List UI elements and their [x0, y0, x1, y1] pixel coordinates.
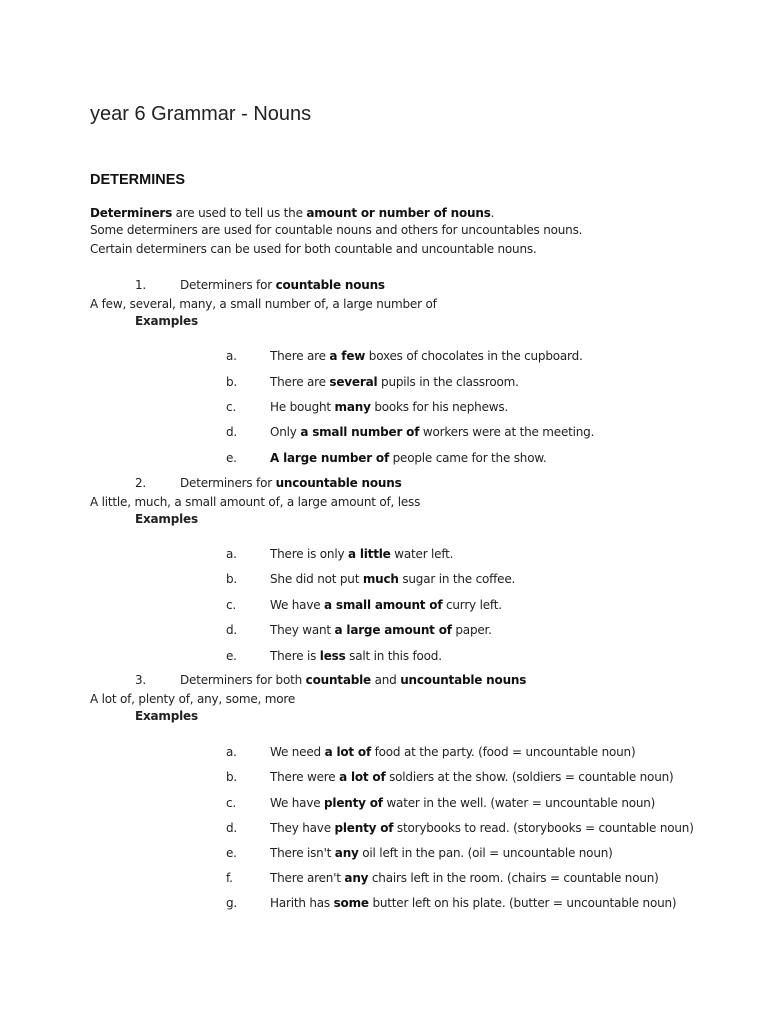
- example-determiner: A large number of: [270, 451, 389, 465]
- example-pre: There are: [270, 349, 330, 363]
- intro-line-3: Certain determiners can be used for both countable and uncountable nouns.: [90, 242, 537, 256]
- example-pre: She did not put: [270, 572, 363, 586]
- example-pre: There is: [270, 649, 320, 663]
- section-label-bold: countable: [305, 673, 371, 687]
- examples-label: Examples: [135, 512, 198, 526]
- example-determiner: many: [334, 400, 371, 414]
- example-sentence: [270, 400, 508, 414]
- example-marker: e.: [226, 846, 237, 860]
- example-post: water in the well. (water = uncountable noun): [382, 796, 656, 810]
- section-number: 3.: [135, 673, 147, 687]
- example-marker: c.: [226, 598, 237, 612]
- determiner-list: A few, several, many, a small number of, a large number of: [90, 297, 437, 311]
- intro-text: are used to tell us the: [172, 206, 307, 220]
- example-sentence: [270, 896, 676, 910]
- example-sentence: [270, 821, 694, 835]
- example-post: people came for the show.: [388, 451, 547, 465]
- example-marker: b.: [226, 572, 238, 586]
- example-determiner: a small number of: [300, 425, 420, 439]
- example-pre: There are: [270, 375, 330, 389]
- example-determiner: any: [344, 871, 369, 885]
- example-determiner: some: [333, 896, 369, 910]
- intro-emphasis: amount or number of nouns: [306, 206, 491, 220]
- example-determiner: a small amount of: [324, 598, 443, 612]
- example-sentence: [270, 547, 453, 561]
- example-marker: d.: [226, 821, 238, 835]
- example-pre: There were: [270, 770, 340, 784]
- section-label-bold: uncountable nouns: [275, 476, 402, 490]
- example-post: chairs left in the room. (chairs = countable noun): [368, 871, 659, 885]
- example-determiner: a lot of: [339, 770, 386, 784]
- determiner-list: A lot of, plenty of, any, some, more: [90, 692, 296, 706]
- example-post: oil left in the pan. (oil = uncountable noun): [358, 846, 613, 860]
- example-marker: c.: [226, 400, 237, 414]
- example-post: curry left.: [442, 598, 502, 612]
- example-pre: We have: [270, 796, 325, 810]
- example-marker: g.: [226, 896, 238, 910]
- example-determiner: plenty of: [324, 796, 383, 810]
- example-pre: We need: [270, 745, 325, 759]
- example-sentence: [270, 871, 659, 885]
- section-label-text: Determiners for: [180, 476, 276, 490]
- section-number: 2.: [135, 476, 147, 490]
- example-determiner: a few: [329, 349, 366, 363]
- intro-line-1: [90, 206, 494, 220]
- section-label: [180, 476, 402, 490]
- example-post: workers were at the meeting.: [419, 425, 595, 439]
- intro-line-2: Some determiners are used for countable nouns and others for uncountables nouns.: [90, 223, 583, 237]
- example-post: water left.: [390, 547, 454, 561]
- example-sentence: [270, 745, 635, 759]
- example-marker: b.: [226, 375, 238, 389]
- example-pre: They want: [270, 623, 335, 637]
- example-post: storybooks to read. (storybooks = countable noun): [393, 821, 694, 835]
- example-marker: a.: [226, 349, 237, 363]
- example-post: butter left on his plate. (butter = uncountable noun): [368, 896, 677, 910]
- example-determiner: plenty of: [334, 821, 394, 835]
- example-determiner: several: [329, 375, 378, 389]
- example-determiner: any: [334, 846, 359, 860]
- example-post: soldiers at the show. (soldiers = countable noun): [385, 770, 674, 784]
- example-post: pupils in the classroom.: [377, 375, 519, 389]
- example-sentence: [270, 349, 583, 363]
- example-marker: a.: [226, 547, 237, 561]
- section-label-bold: countable nouns: [275, 278, 385, 292]
- example-sentence: [270, 598, 502, 612]
- section-heading: DETERMINES: [90, 172, 186, 188]
- examples-label: Examples: [135, 709, 198, 723]
- example-sentence: [270, 572, 515, 586]
- page-title: year 6 Grammar - Nouns: [90, 103, 312, 125]
- example-pre: There is only: [270, 547, 348, 561]
- example-pre: Harith has: [270, 896, 334, 910]
- section-label: [180, 673, 526, 687]
- example-pre: He bought: [270, 400, 335, 414]
- example-sentence: [270, 425, 594, 439]
- section-label: [180, 278, 385, 292]
- examples-label: Examples: [135, 314, 198, 328]
- section-label-text: Determiners for both: [180, 673, 306, 687]
- example-determiner: a lot of: [324, 745, 371, 759]
- example-post: salt in this food.: [345, 649, 442, 663]
- section-label-bold-2: uncountable nouns: [400, 673, 527, 687]
- example-determiner: a little: [347, 547, 391, 561]
- example-pre: We have: [270, 598, 325, 612]
- example-marker: c.: [226, 796, 237, 810]
- example-determiner: less: [319, 649, 346, 663]
- example-post: sugar in the coffee.: [398, 572, 516, 586]
- example-marker: e.: [226, 451, 237, 465]
- example-post: books for his nephews.: [370, 400, 509, 414]
- section-label-mid: and: [370, 673, 401, 687]
- example-post: paper.: [451, 623, 492, 637]
- example-determiner: much: [362, 572, 399, 586]
- example-pre: They have: [270, 821, 335, 835]
- example-pre: There aren't: [270, 871, 345, 885]
- example-marker: a.: [226, 745, 237, 759]
- example-marker: d.: [226, 623, 238, 637]
- example-sentence: [270, 375, 519, 389]
- intro-period: .: [490, 206, 495, 220]
- example-sentence: [270, 846, 613, 860]
- example-marker: d.: [226, 425, 238, 439]
- section-number: 1.: [135, 278, 147, 292]
- example-marker: f.: [226, 871, 233, 885]
- example-sentence: [270, 796, 655, 810]
- intro-term: Determiners: [90, 206, 173, 220]
- example-post: boxes of chocolates in the cupboard.: [365, 349, 583, 363]
- example-sentence: [270, 770, 674, 784]
- example-pre: There isn't: [270, 846, 335, 860]
- determiner-list: A little, much, a small amount of, a large amount of, less: [90, 495, 421, 509]
- example-marker: e.: [226, 649, 237, 663]
- example-marker: b.: [226, 770, 238, 784]
- example-determiner: a large amount of: [334, 623, 452, 637]
- example-sentence: [270, 451, 546, 465]
- section-label-text: Determiners for: [180, 278, 276, 292]
- example-pre: Only: [270, 425, 301, 439]
- example-sentence: [270, 623, 492, 637]
- example-sentence: [270, 649, 442, 663]
- example-post: food at the party. (food = uncountable noun): [370, 745, 636, 759]
